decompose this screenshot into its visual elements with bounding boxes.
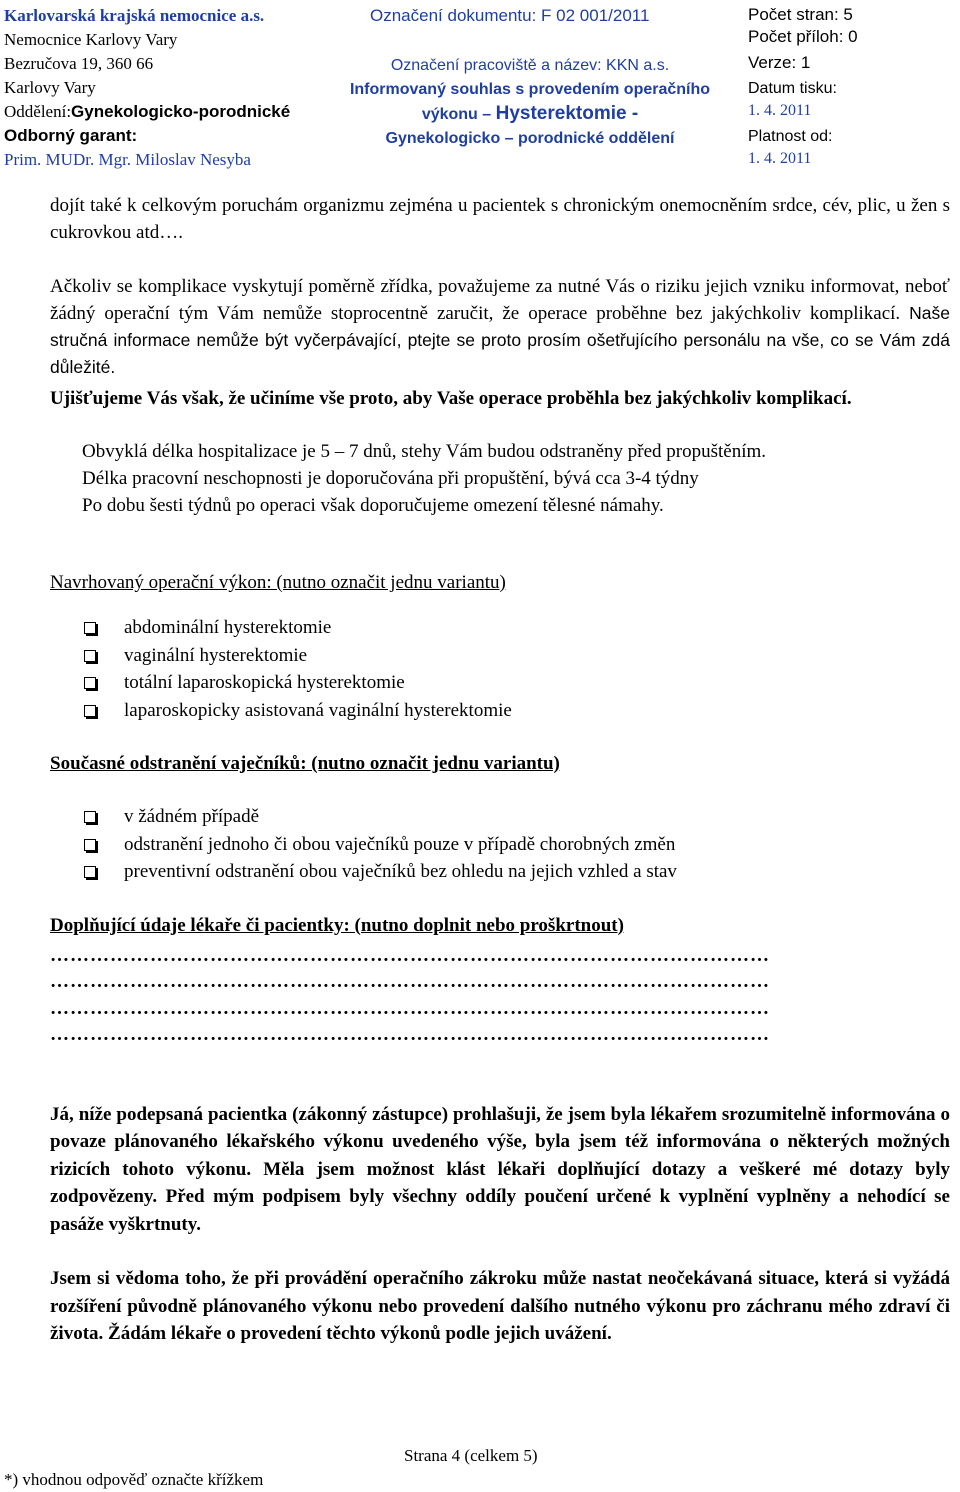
checkbox-icon[interactable] [84, 866, 96, 878]
brief-info-text: Naše stručná informace nemůže být vyčerpávající, ptejte se proto prosím ošetřujícího personálu na vše, co se Vám zdá důležité. [50, 303, 950, 377]
checkbox-icon[interactable] [84, 839, 96, 851]
valid-from: 1. 4. 2011 [748, 150, 812, 167]
checkbox-icon[interactable] [84, 677, 96, 689]
header-center [330, 4, 730, 151]
option-label: laparoskopicky asistovaná vaginální hysterektomie [124, 699, 512, 721]
procedure-option[interactable] [84, 642, 950, 670]
ovaries-option[interactable] [84, 803, 950, 831]
consent-title-procedure: Hysterektomie - [495, 103, 639, 124]
option-label: vaginální hysterektomie [124, 644, 308, 666]
option-label: totální laparoskopická hysterektomie [124, 672, 405, 693]
option-label: v žádném případě [124, 806, 260, 827]
document-header [0, 0, 960, 172]
sick-leave-length: Délka pracovní neschopnosti je doporučována při propuštění, bývá cca 3-4 týdny [82, 468, 699, 489]
print-date-label: Datum tisku: [748, 80, 837, 97]
fill-line[interactable]: ……………………………………………………………………………………………… [50, 971, 770, 992]
hospital-branch: Nemocnice Karlovy Vary [4, 30, 178, 49]
fill-line[interactable]: ……………………………………………………………………………………………… [50, 944, 770, 966]
checkbox-icon[interactable] [84, 650, 96, 662]
department-title: Gynekologicko – porodnické oddělení [385, 130, 675, 147]
guarantor-label: Odborný garant: [4, 126, 138, 145]
department-line [4, 100, 326, 124]
consent-title-prefix: výkonu – [421, 106, 496, 123]
document-body [50, 192, 950, 1348]
paragraph-assurance: Ujišťujeme Vás však, že učiníme vše proto, aby Vaše operace proběhla bez jakýchkoliv komplikací. [50, 388, 852, 409]
risk-info-text: Ačkoliv se komplikace vyskytují poměrně zřídka, považujeme za nutné Vás o riziku jejich vzniku informovat, neboť žádný operační tým Vám nemůže stoprocentně zaručit, že operace proběhne bez jakýchkoliv komplikací. [50, 276, 950, 324]
option-label: abdominální hysterektomie [124, 617, 332, 638]
print-date: 1. 4. 2011 [748, 102, 812, 119]
document-id: Označení dokumentu: F 02 001/2011 [370, 6, 650, 25]
footnote: *) vhodnou odpověď označte křížkem [4, 1470, 264, 1489]
guarantor-name: Prim. MUDr. Mgr. Miloslav Nesyba [4, 150, 251, 169]
paragraph-complications: dojít také k celkovým poruchám organizmu zejména u pacientek s chronickým onemocněním srdce, cév, plic, u žen s cukrovkou atd…. [50, 195, 950, 243]
ovaries-option[interactable] [84, 858, 950, 886]
option-label: odstranění jednoho či obou vaječníků pouze v případě chorobných změn [124, 833, 676, 855]
attachment-count: Počet příloh: 0 [748, 27, 858, 46]
ovaries-option[interactable] [84, 831, 950, 859]
fill-line[interactable]: ……………………………………………………………………………………………… [50, 1024, 770, 1045]
header-left [4, 4, 326, 172]
option-label: preventivní odstranění obou vaječníků bez ohledu na jejich vzhled a stav [124, 861, 677, 882]
procedure-options [50, 614, 950, 724]
unexpected-situation-declaration: Jsem si vědoma toho, že při provádění operačního zákroku může nastat neočekávaná situace, která si vyžádá rozšíření původně plánovaného výkonu nebo provedení dalšího nutného výkonu pro záchranu mého zdraví či života. Žádám lékaře o provedení těchto výkonů podle jejich uvážení. [50, 1268, 950, 1344]
hospital-street: Bezručova 19, 360 66 [4, 54, 154, 73]
activity-restriction: Po dobu šesti týdnů po operaci však doporučujeme omezení tělesné námahy. [82, 495, 664, 516]
fill-line[interactable]: ……………………………………………………………………………………………… [50, 997, 770, 1019]
workplace-id: Označení pracoviště a název: KKN a.s. [390, 57, 670, 74]
header-right [748, 4, 948, 170]
consent-title-line2 [330, 102, 730, 127]
paragraph-risk-info [50, 273, 950, 381]
consent-title-line1: Informovaný souhlas s provedením operačního [349, 81, 711, 98]
checkbox-icon[interactable] [84, 811, 96, 823]
ovaries-section-title: Současné odstranění vaječníků: (nutno označit jednu variantu) [50, 753, 560, 774]
hospitalization-length: Obvyklá délka hospitalizace je 5 – 7 dnů, stehy Vám budou odstraněny před propuštěním. [82, 441, 767, 462]
hospital-city: Karlovy Vary [4, 78, 96, 97]
checkbox-icon[interactable] [84, 705, 96, 717]
procedure-section-title: Navrhovaný operační výkon: (nutno označit jednu variantu) [50, 572, 506, 593]
page-count: Počet stran: 5 [748, 5, 853, 24]
hospital-name: Karlovarská krajská nemocnice a.s. [4, 6, 265, 25]
additional-section-title: Doplňující údaje lékaře či pacientky: (nutno doplnit nebo proškrtnout) [50, 914, 624, 936]
department-label: Oddělení: [4, 102, 72, 121]
procedure-option[interactable] [84, 669, 950, 697]
procedure-option[interactable] [84, 614, 950, 642]
valid-from-label: Platnost od: [748, 128, 833, 145]
department-value: Gynekologicko-porodnické [71, 102, 291, 121]
patient-declaration: Já, níže podepsaná pacientka (zákonný zástupce) prohlašuji, že jsem byla lékařem srozumitelně informována o povaze plánovaného lékařského výkonu uvedeného výše, byla jsem též informována o některých možných rizicích tohoto výkonu. Měla jsem možnost klást lékaři doplňující dotazy a veškeré mé dotazy byly zodpovězeny. Před mým podpisem byly všechny oddíly poučení určené k vyplnění vyplněny a nehodící se pasáže vyškrtnuty. [50, 1103, 950, 1235]
page-number: Strana 4 (celkem 5) [404, 1446, 538, 1465]
procedure-option[interactable] [84, 697, 950, 725]
ovaries-options [50, 803, 950, 886]
version: Verze: 1 [748, 53, 811, 72]
checkbox-icon[interactable] [84, 622, 96, 634]
